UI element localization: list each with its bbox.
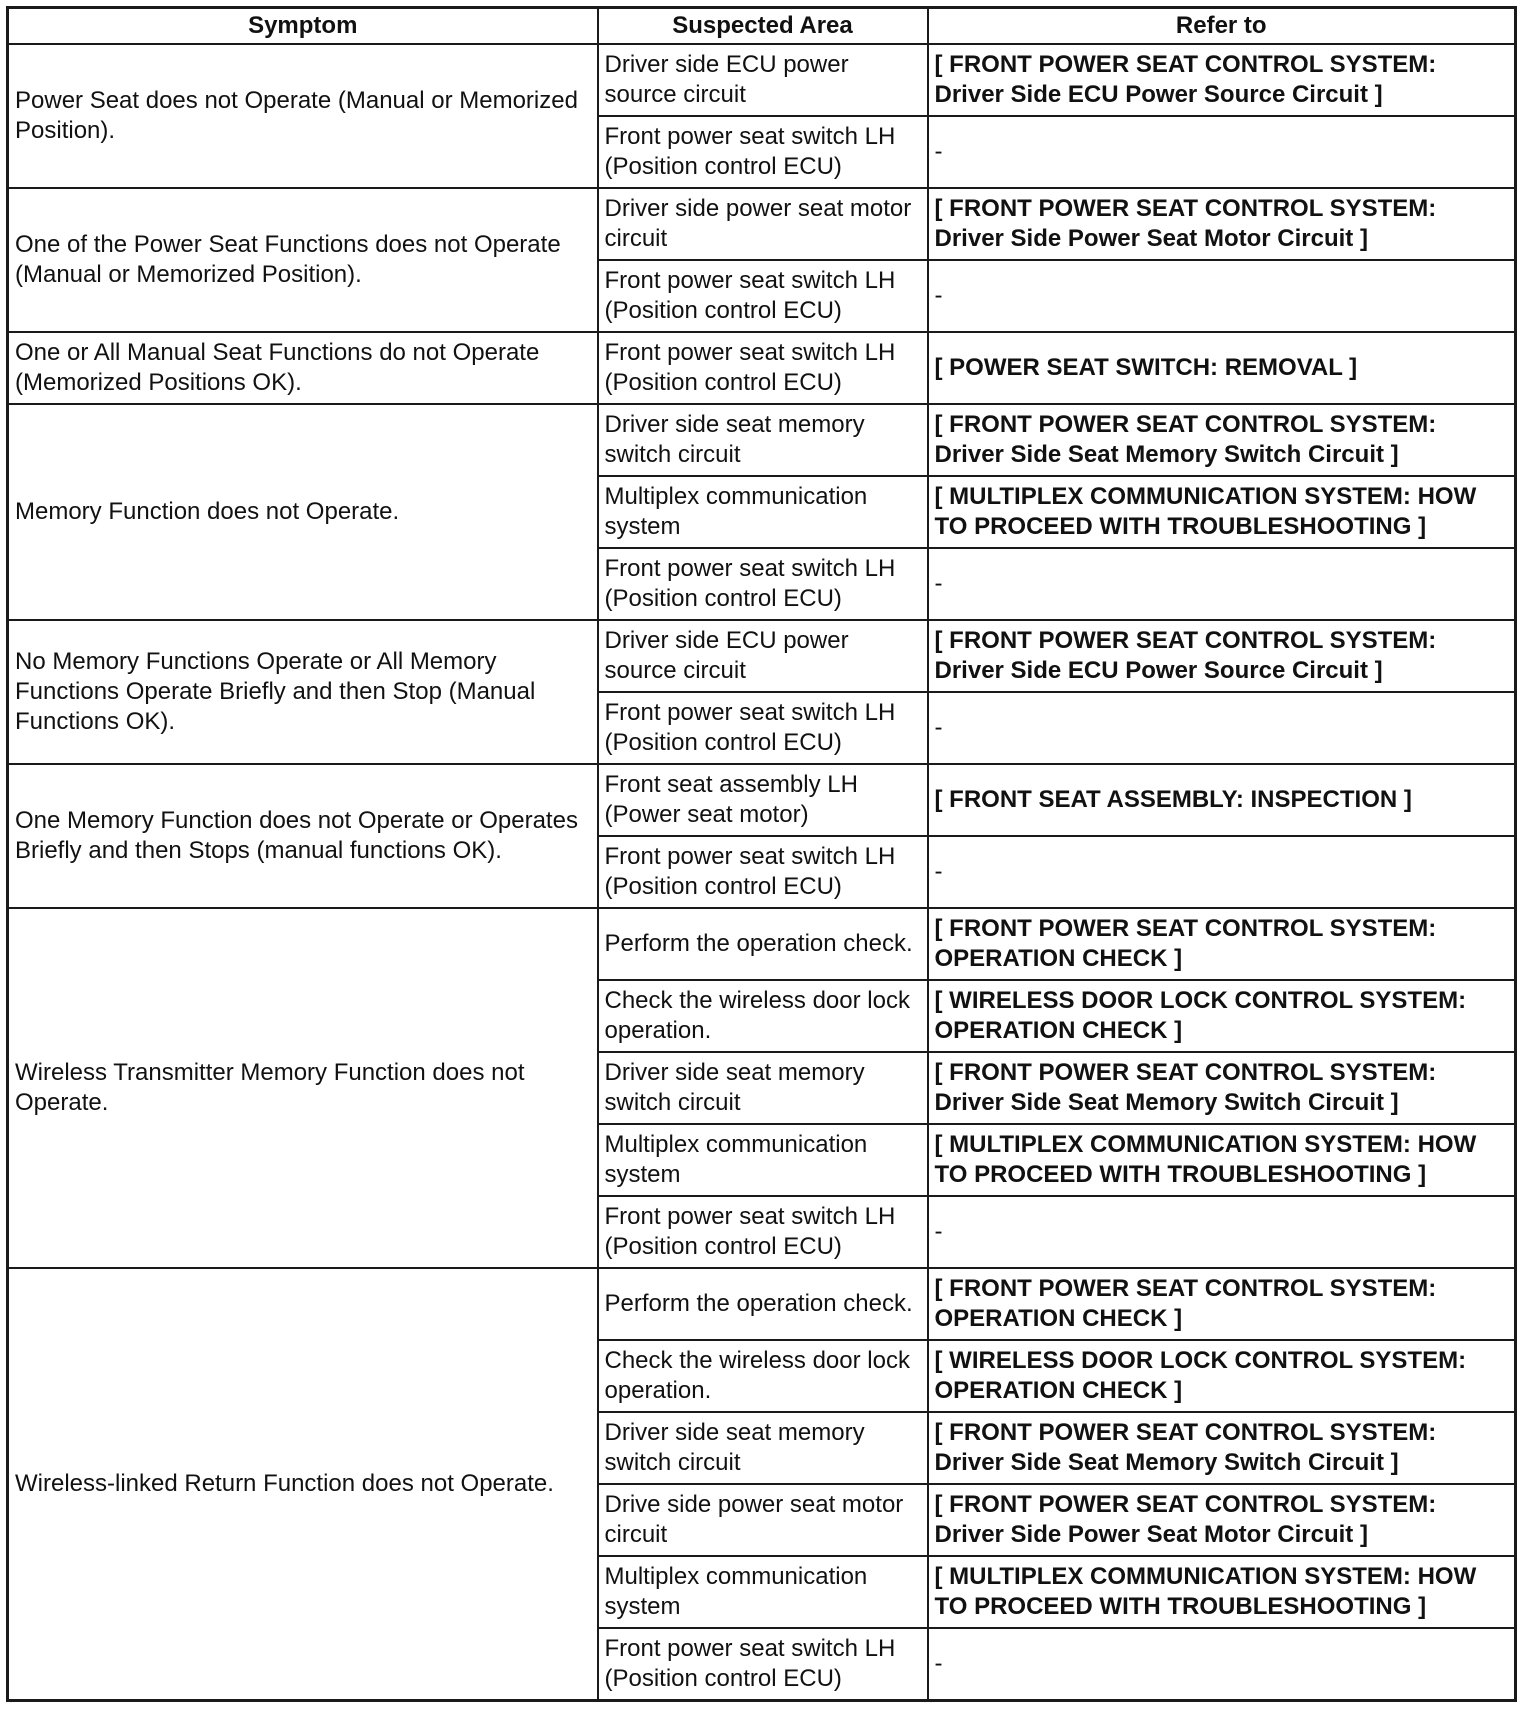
- suspected-area-cell: Drive side power seat motor circuit: [598, 1484, 928, 1556]
- refer-to-cell[interactable]: [ MULTIPLEX COMMUNICATION SYSTEM: HOW TO PROCEED WITH TROUBLESHOOTING ]: [928, 476, 1516, 548]
- table-row: [8, 188, 1516, 260]
- suspected-area-cell: Front power seat switch LH (Position control ECU): [598, 548, 928, 620]
- header-symptom: Symptom: [8, 8, 598, 45]
- symptom-cell: One or All Manual Seat Functions do not Operate (Memorized Positions OK).: [8, 332, 598, 404]
- table-row: [8, 620, 1516, 692]
- table-row: [8, 404, 1516, 476]
- refer-to-cell[interactable]: [ FRONT POWER SEAT CONTROL SYSTEM: Driver Side ECU Power Source Circuit ]: [928, 44, 1516, 116]
- table-header: [8, 8, 1516, 45]
- problem-symptoms-table: [6, 6, 1517, 1702]
- refer-to-cell[interactable]: [ FRONT POWER SEAT CONTROL SYSTEM: Driver Side Seat Memory Switch Circuit ]: [928, 1052, 1516, 1124]
- suspected-area-cell: Perform the operation check.: [598, 1268, 928, 1340]
- refer-to-cell: -: [928, 836, 1516, 908]
- suspected-area-cell: Front power seat switch LH (Position control ECU): [598, 692, 928, 764]
- suspected-area-cell: Front power seat switch LH (Position control ECU): [598, 116, 928, 188]
- suspected-area-cell: Front seat assembly LH (Power seat motor): [598, 764, 928, 836]
- refer-to-cell: -: [928, 116, 1516, 188]
- header-refer-to: Refer to: [928, 8, 1516, 45]
- suspected-area-cell: Multiplex communication system: [598, 476, 928, 548]
- table-row: [8, 1268, 1516, 1340]
- suspected-area-cell: Multiplex communication system: [598, 1124, 928, 1196]
- symptom-cell: One Memory Function does not Operate or Operates Briefly and then Stops (manual functions OK).: [8, 764, 598, 908]
- table-row: [8, 44, 1516, 116]
- symptom-cell: No Memory Functions Operate or All Memory Functions Operate Briefly and then Stop (Manual Functions OK).: [8, 620, 598, 764]
- refer-to-cell[interactable]: [ FRONT POWER SEAT CONTROL SYSTEM: OPERATION CHECK ]: [928, 1268, 1516, 1340]
- refer-to-cell: -: [928, 1196, 1516, 1268]
- table-row: [8, 332, 1516, 404]
- refer-to-cell[interactable]: [ WIRELESS DOOR LOCK CONTROL SYSTEM: OPERATION CHECK ]: [928, 980, 1516, 1052]
- refer-to-cell[interactable]: [ FRONT POWER SEAT CONTROL SYSTEM: Driver Side Power Seat Motor Circuit ]: [928, 188, 1516, 260]
- suspected-area-cell: Driver side ECU power source circuit: [598, 44, 928, 116]
- refer-to-cell[interactable]: [ WIRELESS DOOR LOCK CONTROL SYSTEM: OPERATION CHECK ]: [928, 1340, 1516, 1412]
- table-row: [8, 764, 1516, 836]
- suspected-area-cell: Check the wireless door lock operation.: [598, 1340, 928, 1412]
- symptom-cell: Wireless-linked Return Function does not Operate.: [8, 1268, 598, 1701]
- refer-to-cell[interactable]: [ FRONT POWER SEAT CONTROL SYSTEM: Driver Side ECU Power Source Circuit ]: [928, 620, 1516, 692]
- refer-to-cell: -: [928, 1628, 1516, 1701]
- refer-to-cell: -: [928, 260, 1516, 332]
- refer-to-cell[interactable]: [ FRONT POWER SEAT CONTROL SYSTEM: Driver Side Seat Memory Switch Circuit ]: [928, 404, 1516, 476]
- suspected-area-cell: Front power seat switch LH (Position control ECU): [598, 1196, 928, 1268]
- symptom-cell: Memory Function does not Operate.: [8, 404, 598, 620]
- refer-to-cell: -: [928, 692, 1516, 764]
- symptom-cell: Wireless Transmitter Memory Function does not Operate.: [8, 908, 598, 1268]
- suspected-area-cell: Front power seat switch LH (Position control ECU): [598, 836, 928, 908]
- suspected-area-cell: Front power seat switch LH (Position control ECU): [598, 332, 928, 404]
- suspected-area-cell: Front power seat switch LH (Position control ECU): [598, 260, 928, 332]
- suspected-area-cell: Driver side seat memory switch circuit: [598, 1412, 928, 1484]
- header-row: [8, 8, 1516, 45]
- refer-to-cell[interactable]: [ MULTIPLEX COMMUNICATION SYSTEM: HOW TO PROCEED WITH TROUBLESHOOTING ]: [928, 1124, 1516, 1196]
- symptom-cell: Power Seat does not Operate (Manual or Memorized Position).: [8, 44, 598, 188]
- refer-to-cell[interactable]: [ MULTIPLEX COMMUNICATION SYSTEM: HOW TO PROCEED WITH TROUBLESHOOTING ]: [928, 1556, 1516, 1628]
- suspected-area-cell: Front power seat switch LH (Position control ECU): [598, 1628, 928, 1701]
- refer-to-cell[interactable]: [ FRONT SEAT ASSEMBLY: INSPECTION ]: [928, 764, 1516, 836]
- refer-to-cell: -: [928, 548, 1516, 620]
- troubleshooting-document: [6, 6, 1514, 1702]
- suspected-area-cell: Driver side seat memory switch circuit: [598, 1052, 928, 1124]
- refer-to-cell[interactable]: [ FRONT POWER SEAT CONTROL SYSTEM: OPERATION CHECK ]: [928, 908, 1516, 980]
- suspected-area-cell: Driver side power seat motor circuit: [598, 188, 928, 260]
- suspected-area-cell: Driver side seat memory switch circuit: [598, 404, 928, 476]
- header-suspected-area: Suspected Area: [598, 8, 928, 45]
- refer-to-cell[interactable]: [ FRONT POWER SEAT CONTROL SYSTEM: Driver Side Power Seat Motor Circuit ]: [928, 1484, 1516, 1556]
- suspected-area-cell: Check the wireless door lock operation.: [598, 980, 928, 1052]
- suspected-area-cell: Perform the operation check.: [598, 908, 928, 980]
- refer-to-cell[interactable]: [ FRONT POWER SEAT CONTROL SYSTEM: Driver Side Seat Memory Switch Circuit ]: [928, 1412, 1516, 1484]
- refer-to-cell[interactable]: [ POWER SEAT SWITCH: REMOVAL ]: [928, 332, 1516, 404]
- suspected-area-cell: Driver side ECU power source circuit: [598, 620, 928, 692]
- symptom-cell: One of the Power Seat Functions does not Operate (Manual or Memorized Position).: [8, 188, 598, 332]
- suspected-area-cell: Multiplex communication system: [598, 1556, 928, 1628]
- table-row: [8, 908, 1516, 980]
- table-body: [8, 44, 1516, 1701]
